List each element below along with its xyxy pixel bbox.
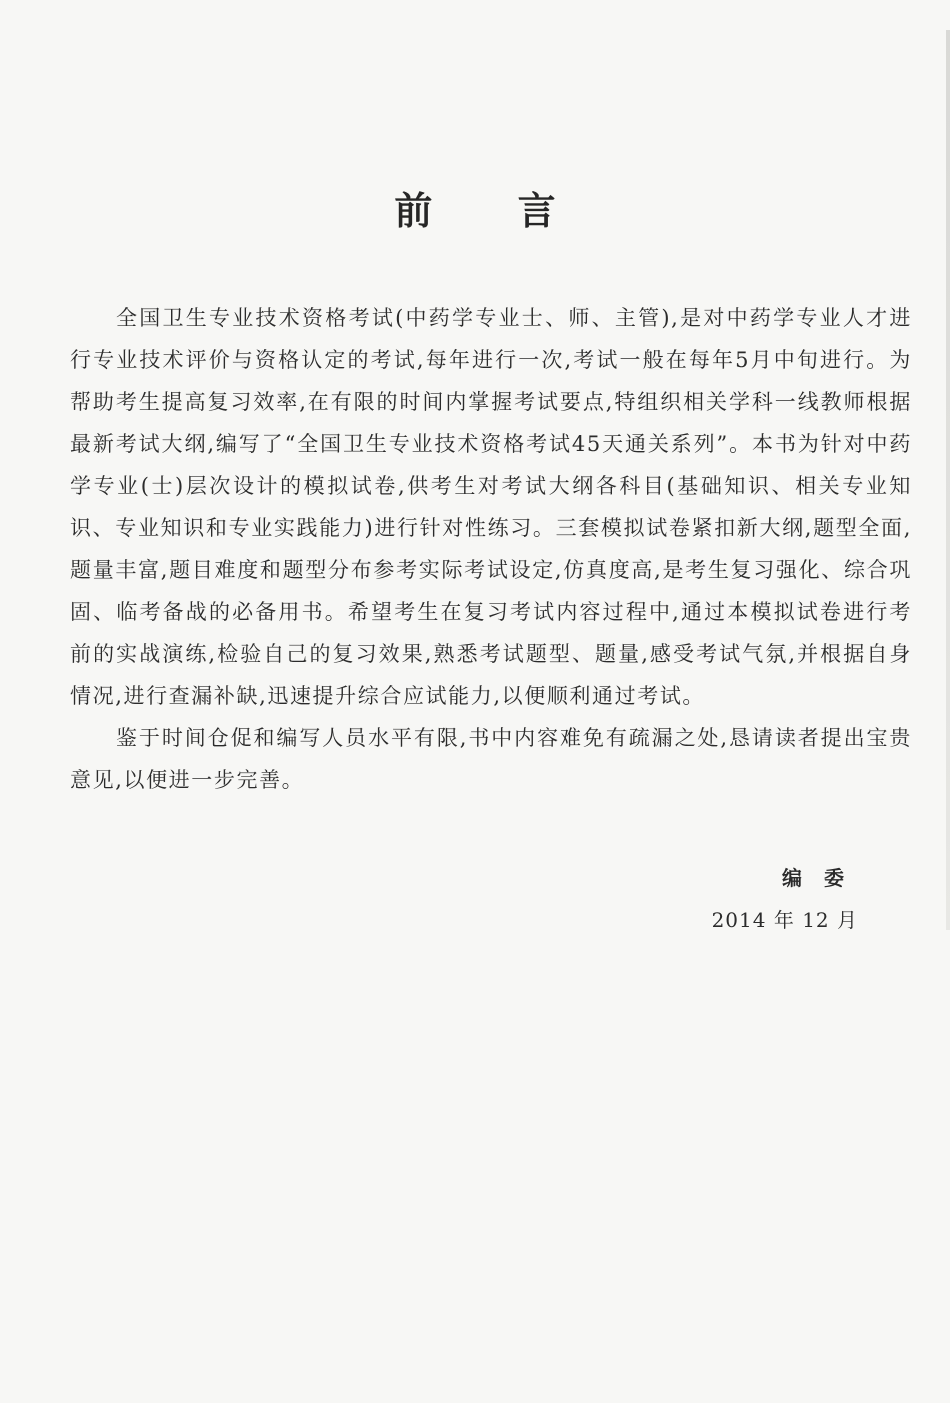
page-title: 前 言 [394, 189, 592, 233]
preface-body [70, 297, 912, 801]
signature-block [711, 857, 866, 941]
paragraph-1: 全国卫生专业技术资格考试(中药学专业士、师、主管),是对中药学专业人才进行专业技术评价与资格认定的考试,每年进行一次,考试一般在每年5月中旬进行。为帮助考生提高复习效率,在有限的时间内掌握考试要点,特组织相关学科一线教师根据最新考试大纲,编写了“全国卫生专业技术资格考试45天通关系列”。本书为针对中药学专业(士)层次设计的模拟试卷,供考生对考试大纲各科目(基础知识、相关专业知识、专业知识和专业实践能力)进行针对性练习。三套模拟试卷紧扣新大纲,题型全面,题量丰富,题目难度和题型分布参考实际考试设定,仿真度高,是考生复习强化、综合巩固、临考备战的必备用书。希望考生在复习考试内容过程中,通过本模拟试卷进行考前的实战演练,检验自己的复习效果,熟悉考试题型、题量,感受考试气氛,并根据自身情况,进行查漏补缺,迅速提升综合应试能力,以便顺利通过考试。 [70, 306, 912, 708]
signature-date: 2014 年 12 月 [711, 908, 858, 932]
page-edge-shadow [946, 30, 950, 930]
signature-editor: 编委 [782, 866, 866, 890]
paragraph-2: 鉴于时间仓促和编写人员水平有限,书中内容难免有疏漏之处,恳请读者提出宝贵意见,以便进一步完善。 [70, 726, 912, 792]
